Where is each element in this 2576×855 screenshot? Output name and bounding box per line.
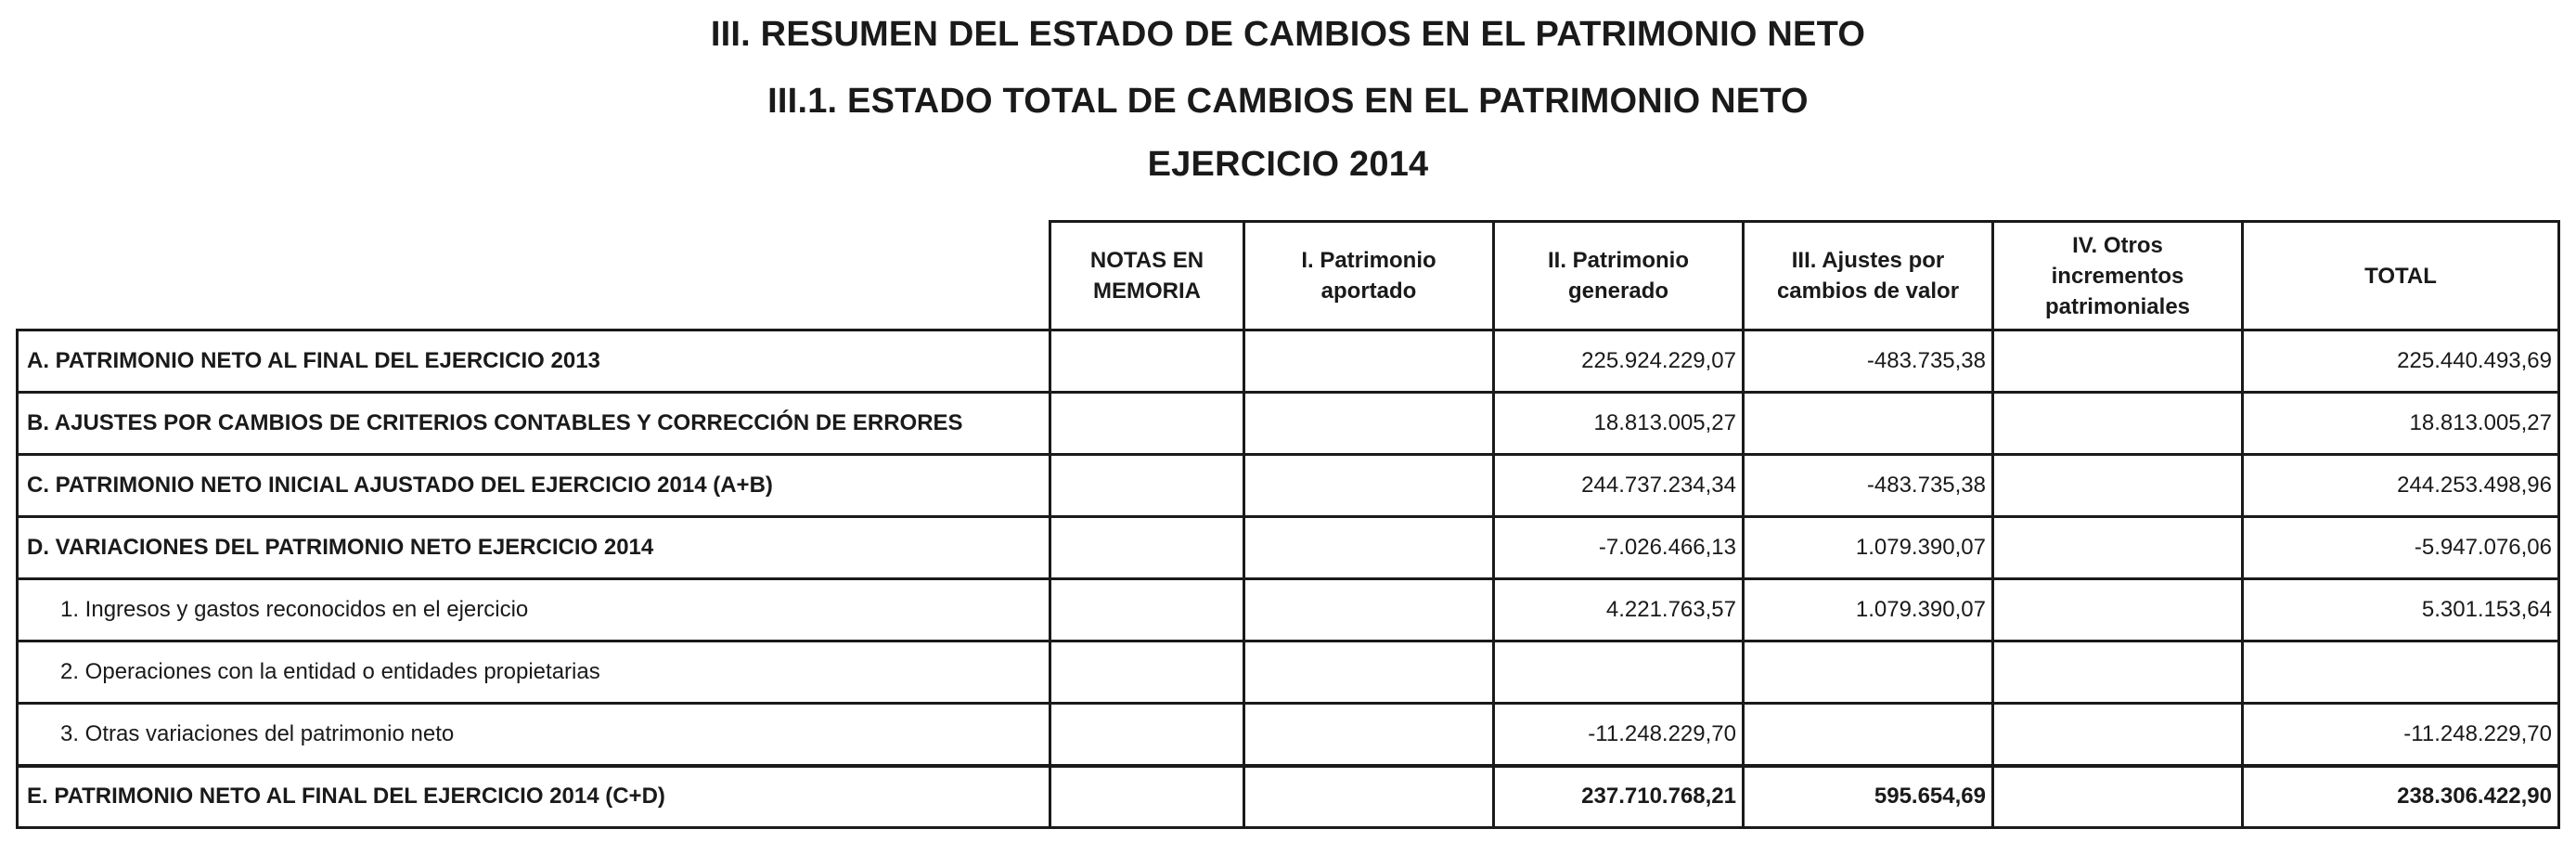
cell-aportado	[1244, 455, 1494, 517]
cell-aportado	[1244, 579, 1494, 641]
row-label: C. PATRIMONIO NETO INICIAL AJUSTADO DEL EJERCICIO 2014 (A+B)	[18, 455, 1050, 517]
cell-aportado	[1244, 330, 1494, 393]
cell-total: 18.813.005,27	[2243, 393, 2559, 455]
table-row	[18, 393, 2559, 455]
cell-notas	[1050, 766, 1244, 828]
cell-total: 225.440.493,69	[2243, 330, 2559, 393]
row-label: 2. Operaciones con la entidad o entidades propietarias	[18, 641, 1050, 704]
table-row	[18, 330, 2559, 393]
cell-aportado	[1244, 393, 1494, 455]
cell-generado: 225.924.229,07	[1494, 330, 1744, 393]
sub-title: III.1. ESTADO TOTAL DE CAMBIOS EN EL PATRIMONIO NETO	[767, 82, 1809, 121]
header-notas: NOTAS EN MEMORIA	[1050, 222, 1244, 330]
cell-notas	[1050, 579, 1244, 641]
row-label: 3. Otras variaciones del patrimonio neto	[18, 704, 1050, 766]
cell-aportado	[1244, 766, 1494, 828]
row-label: E. PATRIMONIO NETO AL FINAL DEL EJERCICIO 2014 (C+D)	[18, 766, 1050, 828]
cell-aportado	[1244, 517, 1494, 579]
table-row	[18, 641, 2559, 704]
cell-generado: 244.737.234,34	[1494, 455, 1744, 517]
table-row	[18, 455, 2559, 517]
header-blank-cell	[18, 222, 1050, 330]
table-header-row	[18, 222, 2559, 330]
table-row	[18, 704, 2559, 766]
cell-otros	[1993, 517, 2243, 579]
row-label: A. PATRIMONIO NETO AL FINAL DEL EJERCICIO 2013	[18, 330, 1050, 393]
cell-ajustes	[1744, 641, 1993, 704]
cell-notas	[1050, 330, 1244, 393]
cell-generado: -11.248.229,70	[1494, 704, 1744, 766]
header-aportado: I. Patrimonio aportado	[1244, 222, 1494, 330]
cell-otros	[1993, 704, 2243, 766]
cell-otros	[1993, 330, 2243, 393]
cell-ajustes: 1.079.390,07	[1744, 517, 1993, 579]
cell-total: -11.248.229,70	[2243, 704, 2559, 766]
header-ajustes: III. Ajustes por cambios de valor	[1744, 222, 1993, 330]
row-label: 1. Ingresos y gastos reconocidos en el ejercicio	[18, 579, 1050, 641]
cell-notas	[1050, 393, 1244, 455]
cell-otros	[1993, 766, 2243, 828]
header-generado: II. Patrimonio generado	[1494, 222, 1744, 330]
equity-changes-table	[16, 220, 2560, 829]
cell-total: 5.301.153,64	[2243, 579, 2559, 641]
cell-generado: 18.813.005,27	[1494, 393, 1744, 455]
cell-total	[2243, 641, 2559, 704]
cell-ajustes: 1.079.390,07	[1744, 579, 1993, 641]
cell-generado	[1494, 641, 1744, 704]
cell-ajustes: -483.735,38	[1744, 330, 1993, 393]
main-title: III. RESUMEN DEL ESTADO DE CAMBIOS EN EL PATRIMONIO NETO	[710, 15, 1866, 54]
cell-total: -5.947.076,06	[2243, 517, 2559, 579]
cell-notas	[1050, 455, 1244, 517]
year-title: EJERCICIO 2014	[1147, 145, 1429, 184]
row-label: B. AJUSTES POR CAMBIOS DE CRITERIOS CONTABLES Y CORRECCIÓN DE ERRORES	[18, 393, 1050, 455]
cell-ajustes	[1744, 393, 1993, 455]
header-otros: IV. Otros incrementos patrimoniales	[1993, 222, 2243, 330]
cell-total: 238.306.422,90	[2243, 766, 2559, 828]
cell-otros	[1993, 579, 2243, 641]
cell-notas	[1050, 641, 1244, 704]
row-label: D. VARIACIONES DEL PATRIMONIO NETO EJERCICIO 2014	[18, 517, 1050, 579]
cell-otros	[1993, 393, 2243, 455]
cell-otros	[1993, 641, 2243, 704]
cell-aportado	[1244, 641, 1494, 704]
table-row-total	[18, 766, 2559, 828]
table-row	[18, 517, 2559, 579]
cell-notas	[1050, 704, 1244, 766]
cell-notas	[1050, 517, 1244, 579]
cell-ajustes: -483.735,38	[1744, 455, 1993, 517]
cell-generado: -7.026.466,13	[1494, 517, 1744, 579]
cell-aportado	[1244, 704, 1494, 766]
cell-otros	[1993, 455, 2243, 517]
cell-total: 244.253.498,96	[2243, 455, 2559, 517]
cell-ajustes: 595.654,69	[1744, 766, 1993, 828]
header-total: TOTAL	[2243, 222, 2559, 330]
cell-generado: 4.221.763,57	[1494, 579, 1744, 641]
cell-ajustes	[1744, 704, 1993, 766]
table-row	[18, 579, 2559, 641]
cell-generado: 237.710.768,21	[1494, 766, 1744, 828]
